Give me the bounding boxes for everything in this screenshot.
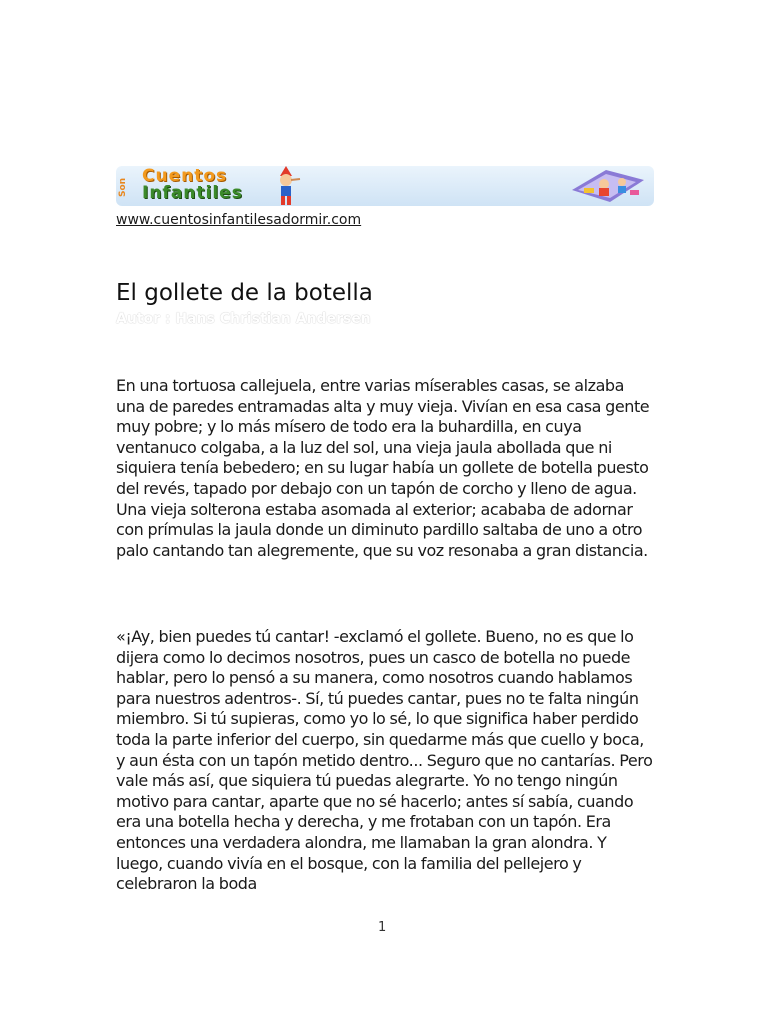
kids-reading-illustration-icon — [564, 168, 650, 204]
story-paragraph-1: En una tortuosa callejuela, entre varias míserables casas, se alzaba una de paredes entramadas alta y muy vieja. Vivían en esa casa gente muy pobre; y lo más mísero de todo era la buhardilla, en cuya ventanuco colgaba, a la luz del sol, una vieja jaula abollada que ni siquiera tenía bebedero; en su lugar había un gollete de botella puesto del revés, tapado por debajo con un tapón de corcho y lleno de agua. Una vieja solterona estaba asomada al exterior; acababa de adornar con prímulas la jaula donde un diminuto pardillo saltaba de uno a otro palo cantando tan alegremente, que su voz resonaba a gran distancia. — [116, 376, 650, 560]
logo-line-cuentos: Cuentos — [142, 166, 228, 186]
logo-line-infantiles: Infantiles — [142, 183, 243, 203]
story-paragraph-2: «¡Ay, bien puedes tú cantar! -exclamó el gollete. Bueno, no es que lo dijera como lo decimos nosotros, pues un casco de botella no puede hablar, pero lo pensó a su manera, como nosotros cuando hablamos para nuestros adentros-. Sí, tú puedes cantar, pues no te falta ningún miembro. Si tú supieras, como yo lo sé, lo que significa haber perdido toda la parte inferior del cuerpo, sin quedarme más que cuello y boca, y aun ésta con un tapón metido dentro... Seguro que no cantarías. Pero vale más así, que siquiera tú puedas alegrarte. Yo no tengo ningún motivo para cantar, aparte que no sé hacerlo; antes sí sabía, cuando era una botella hecha y derecha, y me frotaban con un tapón. Era entonces una verdadera alondra, me llamaban la gran alondra. Y luego, cuando vivía en el bosque, con la familia del pellejero y celebraron la boda — [116, 627, 653, 894]
page-number: 1 — [378, 920, 387, 935]
site-url-link[interactable]: www.cuentosinfantilesadormir.com — [116, 212, 362, 228]
pinocchio-mascot-icon — [266, 166, 306, 206]
story-author: Autor : Hans Christian Andersen — [116, 311, 371, 327]
logo-son-text: Son — [118, 177, 128, 197]
site-banner — [116, 166, 654, 206]
story-title: El gollete de la botella — [116, 280, 373, 306]
